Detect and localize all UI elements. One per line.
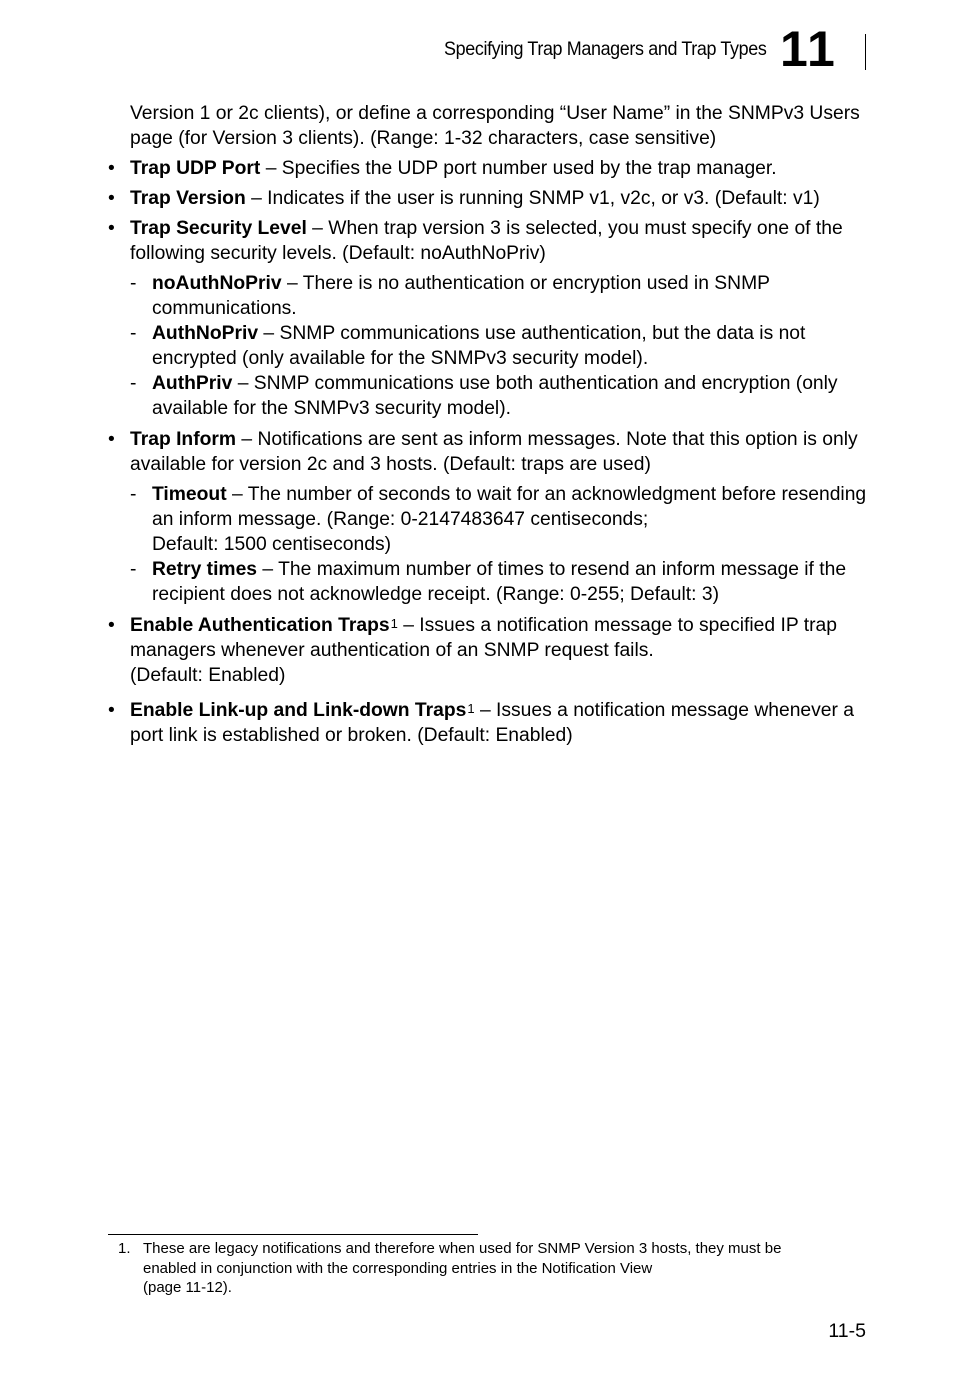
- list-item-trap-security-level: [108, 216, 868, 421]
- footnote-rule: [108, 1234, 478, 1235]
- term: Enable Authentication Traps: [130, 615, 390, 636]
- body-content: [108, 101, 868, 753]
- chapter-number: 11: [780, 21, 837, 77]
- bullet: •: [108, 218, 115, 239]
- description: – SNMP communications use both authentication and encryption (only available for the SNMPv3 security model).: [152, 373, 838, 419]
- dash: -: [130, 323, 137, 344]
- footnote-text: [108, 1239, 838, 1298]
- description: – When trap version 3 is selected, you must specify one of the following security levels. (Default: noAuthNoPriv): [130, 218, 843, 264]
- description: – Issues a notification message whenever a port link is established or broken. (Default: Enabled): [130, 700, 855, 746]
- list-item-enable-link-traps: [108, 698, 868, 748]
- description-line-2: (Default: Enabled): [130, 665, 286, 686]
- footnote-text-page-ref: (page 11-12).: [143, 1279, 232, 1296]
- dash: -: [130, 373, 137, 394]
- sub-item-timeout: [108, 482, 868, 557]
- list-item-enable-authentication-traps: [108, 613, 868, 688]
- term: Trap Version: [130, 188, 246, 209]
- dash: -: [130, 559, 137, 580]
- dash: -: [130, 484, 137, 505]
- sub-item-authpriv: [108, 371, 868, 421]
- running-header-title: Specifying Trap Managers and Trap Types: [443, 38, 766, 60]
- inform-option-list: [108, 482, 868, 607]
- description: – The maximum number of times to resend an inform message if the recipient does not acknowledge receipt. (Range: 0-255; Default: 3): [152, 559, 847, 605]
- continuation-paragraph: Version 1 or 2c clients), or define a corresponding “User Name” in the SNMPv3 Users page (for Version 3 clients). (Range: 1-32 characters, case sensitive): [130, 103, 860, 149]
- description: – Specifies the UDP port number used by the trap manager.: [260, 158, 777, 179]
- description-line-2: Default: 1500 centiseconds): [152, 534, 392, 555]
- sub-item-retry-times: [108, 557, 868, 607]
- term: Enable Link-up and Link-down Traps: [130, 700, 467, 721]
- list-item-trap-inform: [108, 427, 868, 607]
- term: Trap Security Level: [130, 218, 307, 239]
- description: – Indicates if the user is running SNMP v1, v2c, or v3. (Default: v1): [245, 188, 820, 209]
- description: – Issues a notification message to specified IP trap managers whenever authentication of an SNMP request fails.: [130, 615, 837, 661]
- term: Timeout: [152, 484, 227, 505]
- security-level-list: [108, 271, 868, 421]
- term: Trap UDP Port: [130, 158, 261, 179]
- description: – Notifications are sent as inform messages. Note that this option is only available for version 2c and 3 hosts. (Default: traps are used): [130, 429, 858, 475]
- footnote-ref: 1: [467, 701, 475, 716]
- page-number: 11-5: [828, 1320, 866, 1342]
- description: – The number of seconds to wait for an acknowledgment before resending an inform message. (Range: 0-2147483647 centiseconds;: [152, 484, 867, 530]
- footnote: [108, 1239, 838, 1298]
- description: – SNMP communications use authentication, but the data is not encrypted (only available for the SNMPv3 security model).: [152, 323, 806, 369]
- term: AuthNoPriv: [152, 323, 259, 344]
- term: AuthPriv: [152, 373, 233, 394]
- dash: -: [130, 273, 137, 294]
- term: noAuthNoPriv: [152, 273, 282, 294]
- list-item-trap-version: [108, 186, 868, 211]
- sub-item-noauthnopriv: [108, 271, 868, 321]
- bullet: •: [108, 615, 115, 636]
- term: Retry times: [152, 559, 258, 580]
- bullet: •: [108, 700, 115, 721]
- bullet: •: [108, 429, 115, 450]
- term: Trap Inform: [130, 429, 237, 450]
- footnote-ref: 1: [390, 616, 398, 631]
- bullet: •: [108, 158, 115, 179]
- list-item-trap-udp-port: [108, 156, 868, 181]
- sub-item-authnopriv: [108, 321, 868, 371]
- footnote-number: 1.: [118, 1240, 131, 1257]
- footnote-text-main: These are legacy notifications and therefore when used for SNMP Version 3 hosts, they must be enabled in conjunction with the corresponding entries in the Notification View: [143, 1240, 782, 1277]
- description: – There is no authentication or encryption used in SNMP communications.: [152, 273, 770, 319]
- bullet: •: [108, 188, 115, 209]
- chapter-rule: [865, 34, 866, 70]
